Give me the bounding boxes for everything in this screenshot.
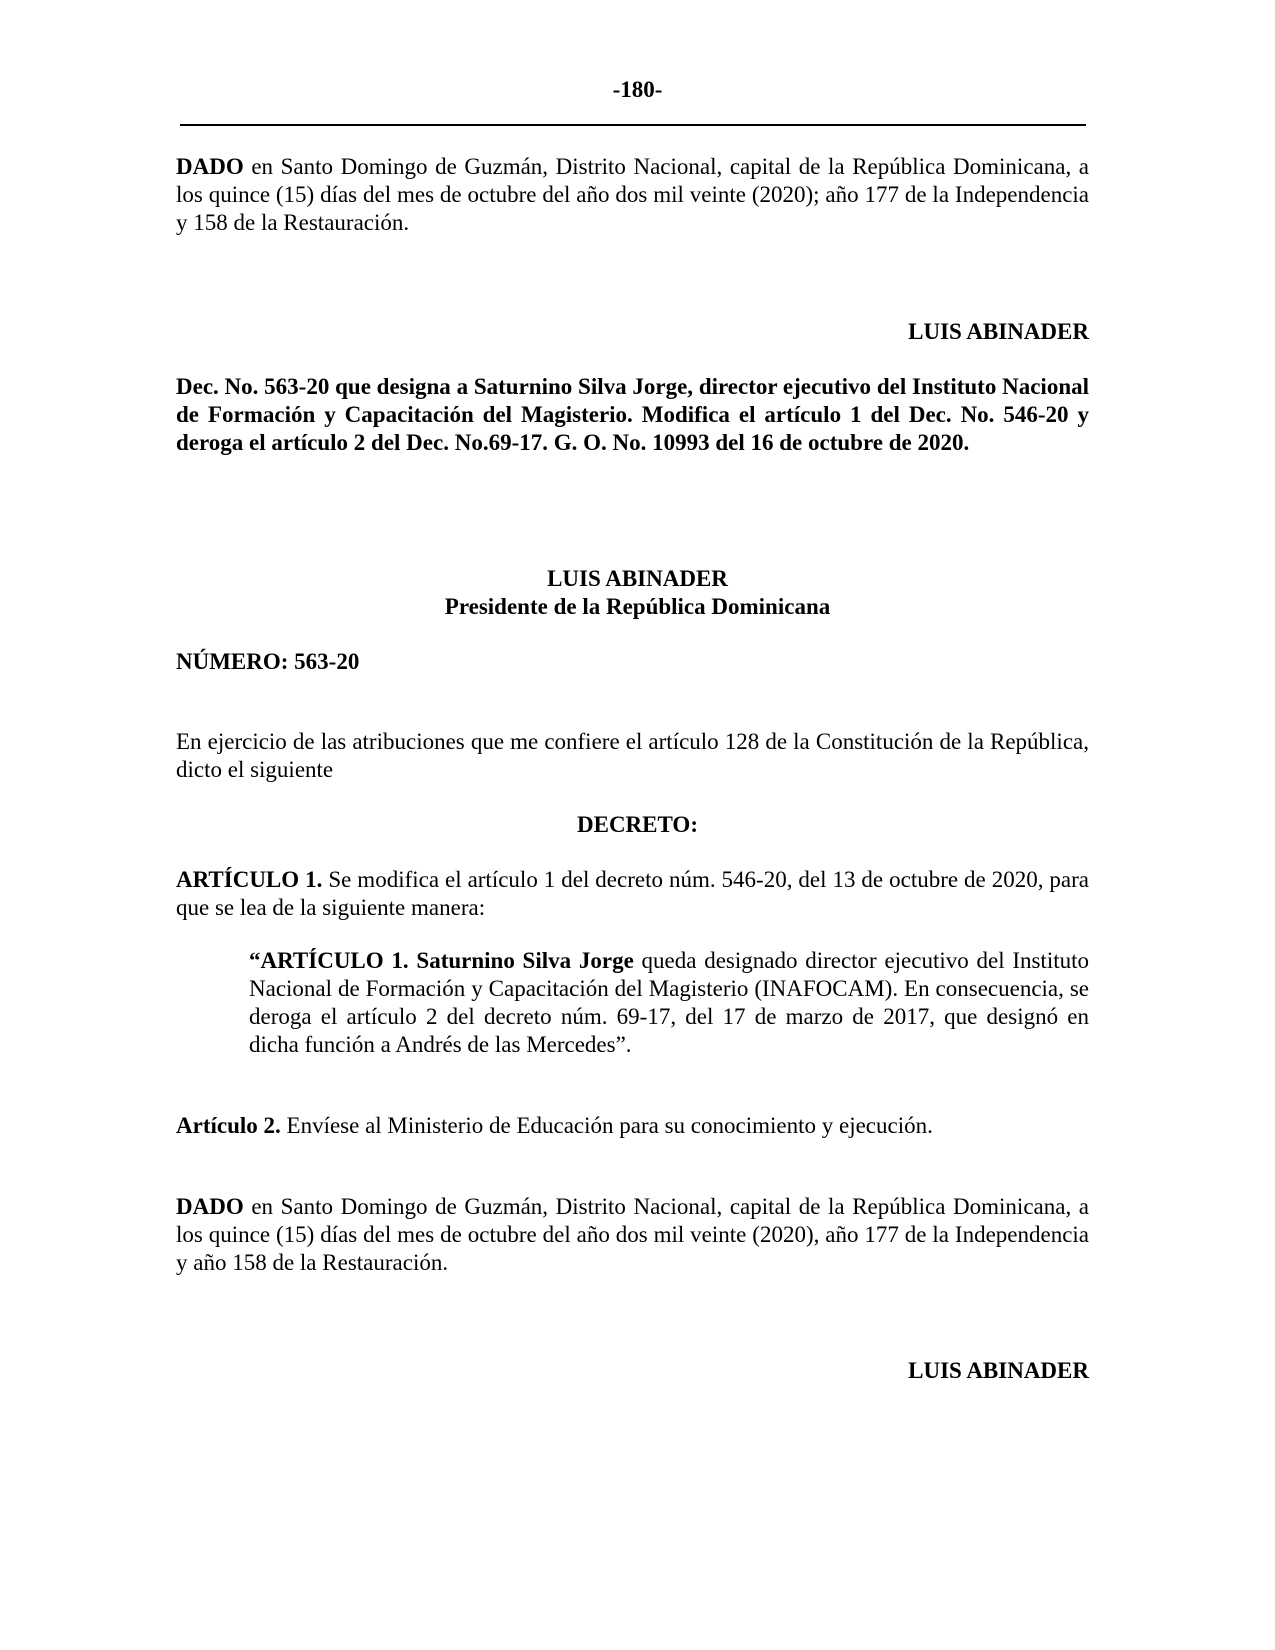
signature-2: LUIS ABINADER	[908, 1358, 1089, 1383]
decree-summary: Dec. No. 563-20 que designa a Saturnino Silva Jorge, director ejecutivo del Instituto Nacional de Formación y Capacitación del Magisterio. Modifica el artículo 1 del Dec. No. 546-20 y deroga el artículo 2 del Dec. No.69-17. G. O. No. 10993 del 16 de octubre de 2020.	[176, 374, 1089, 455]
quoted-article	[249, 947, 1089, 1059]
president-title: Presidente de la República Dominicana	[444, 594, 831, 619]
articulo-1-lead: ARTÍCULO 1.	[176, 867, 323, 892]
page-number: -180-	[612, 77, 663, 102]
quote-lead: “ARTÍCULO 1.	[249, 948, 409, 973]
dado-2-text: en Santo Domingo de Guzmán, Distrito Nacional, capital de la República Dominicana, a los quince (15) días del mes de octubre del año dos mil veinte (2020), año 177 de la Independencia y año 158 de la Restauración.	[176, 1194, 1089, 1275]
decree-number: NÚMERO: 563-20	[176, 649, 360, 674]
quote-text: queda designado director ejecutivo del Instituto Nacional de Formación y Capacitación del Magisterio (INAFOCAM). En consecuencia, se deroga el artículo 2 del decreto núm. 69-17, del 17 de marzo de 2017, que designó en dicha función a Andrés de las Mercedes”.	[249, 948, 1089, 1057]
articulo-2-lead: Artículo 2.	[176, 1113, 281, 1138]
quote-name: Saturnino Silva Jorge	[408, 948, 634, 973]
articulo-1	[176, 866, 1089, 922]
decreto-heading: DECRETO:	[577, 812, 698, 837]
dado-text: en Santo Domingo de Guzmán, Distrito Nacional, capital de la República Dominicana, a los quince (15) días del mes de octubre del año dos mil veinte (2020); año 177 de la Independencia y 158 de la Restauración.	[176, 154, 1089, 235]
dado-lead: DADO	[176, 154, 244, 179]
president-name: LUIS ABINADER	[547, 566, 728, 591]
signature-1: LUIS ABINADER	[908, 319, 1089, 344]
dado-2-lead: DADO	[176, 1194, 244, 1219]
dado-paragraph-1	[176, 153, 1089, 237]
dado-paragraph-2	[176, 1193, 1089, 1277]
articulo-2	[176, 1112, 1089, 1140]
header-rule	[180, 124, 1086, 126]
articulo-2-text: Envíese al Ministerio de Educación para su conocimiento y ejecución.	[280, 1113, 933, 1138]
articulo-1-text: Se modifica el artículo 1 del decreto núm. 546-20, del 13 de octubre de 2020, para que se lea de la siguiente manera:	[176, 867, 1089, 920]
preamble: En ejercicio de las atribuciones que me confiere el artículo 128 de la Constitución de la República, dicto el siguiente	[176, 729, 1089, 782]
